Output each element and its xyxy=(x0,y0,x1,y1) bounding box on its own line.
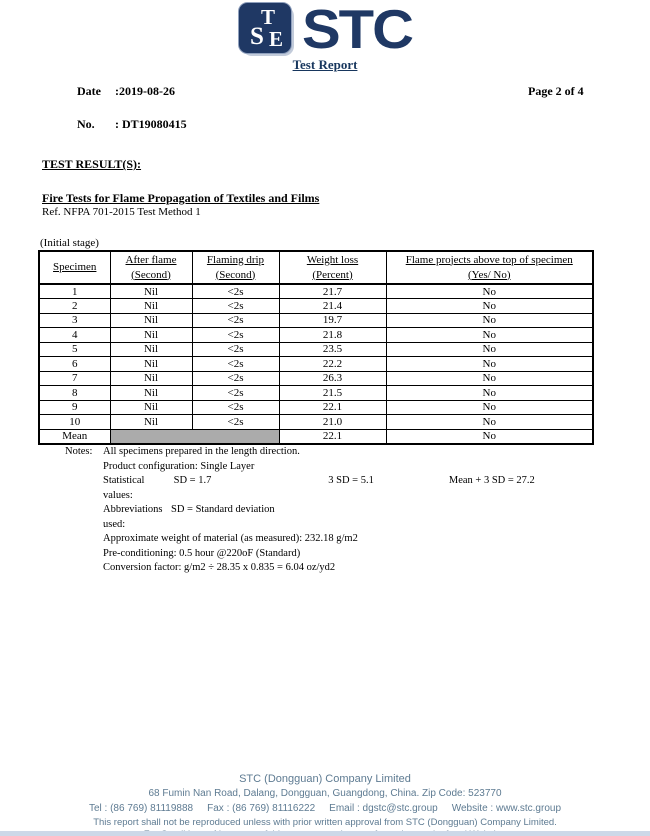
table-cell: No xyxy=(386,342,593,357)
table-cell: 22.1 xyxy=(279,429,386,444)
abbr-value: SD = Standard deviation xyxy=(171,504,275,515)
table-cell: No xyxy=(386,357,593,372)
date-label: Date xyxy=(77,84,101,98)
header-line: Flaming drip xyxy=(206,253,265,266)
table-cell: 23.5 xyxy=(279,342,386,357)
table-cell: No xyxy=(386,328,593,343)
table-cell: 7 xyxy=(39,371,110,386)
table-row xyxy=(39,342,593,357)
table-row xyxy=(39,400,593,415)
header-line: (Second) xyxy=(131,268,171,281)
stat-sd: SD = 1.7 xyxy=(173,475,212,486)
table-row xyxy=(39,386,593,401)
footer-email: Email : dgstc@stc.group xyxy=(329,803,438,814)
abbr-label xyxy=(103,503,171,532)
table-cell: Nil xyxy=(110,284,192,299)
table-row xyxy=(39,371,593,386)
report-no-label: No. xyxy=(77,117,95,131)
table-row xyxy=(39,357,593,372)
date-value: :2019-08-26 xyxy=(115,84,175,98)
table-cell: Nil xyxy=(110,313,192,328)
test-method-title: Fire Tests for Flame Propagation of Textiles and Films xyxy=(42,191,320,205)
stat-mean: Mean + 3 SD = 27.2 xyxy=(448,475,535,486)
report-no-value: : DT19080415 xyxy=(115,117,187,131)
header-logo-row xyxy=(0,0,650,60)
brand-wordmark: STC xyxy=(302,0,412,60)
table-row xyxy=(39,299,593,314)
header-cell-after-flame xyxy=(110,251,192,284)
footer-disclaimer-1: This report shall not be reproduced unless with prior written approval from STC (Dongguan) Company Limited. xyxy=(93,817,557,828)
note-line: Pre-conditioning: 0.5 hour @220oF (Standard) xyxy=(103,547,301,559)
table-cell: <2s xyxy=(192,328,279,343)
report-no-row xyxy=(77,117,187,132)
report-date-row xyxy=(77,84,175,99)
table-cell: Nil xyxy=(110,415,192,430)
note-abbreviations xyxy=(103,503,600,532)
table-cell-shaded xyxy=(192,429,279,444)
note-line: Approximate weight of material (as measured): 232.18 g/m2 xyxy=(103,533,358,544)
header-cell-weight-loss xyxy=(279,251,386,284)
table-cell: 3 xyxy=(39,313,110,328)
table-cell: <2s xyxy=(192,400,279,415)
section-title: TEST RESULT(S): xyxy=(42,157,142,171)
header-line: (Percent) xyxy=(312,268,353,281)
abbr-label-line: Abbreviations xyxy=(103,504,163,515)
stc-logo-icon xyxy=(238,2,295,57)
table-cell: Nil xyxy=(110,328,192,343)
table-cell: 19.7 xyxy=(279,313,386,328)
header-line: After flame xyxy=(125,253,177,266)
header-line: (Yes/ No) xyxy=(467,268,511,281)
logo-letter-e: E xyxy=(268,27,284,51)
table-header-row xyxy=(39,251,593,284)
table-cell: 21.8 xyxy=(279,328,386,343)
table-cell: No xyxy=(386,299,593,314)
table-cell: 8 xyxy=(39,386,110,401)
stat-label: Statistical values: xyxy=(103,475,145,501)
table-cell: No xyxy=(386,371,593,386)
header-line: Flame projects above top of specimen xyxy=(405,253,573,266)
table-cell: No xyxy=(386,429,593,444)
table-cell: 22.2 xyxy=(279,357,386,372)
notes-label: Notes: xyxy=(65,446,93,457)
header-line: Specimen xyxy=(53,261,97,273)
table-cell: Nil xyxy=(110,357,192,372)
table-cell: Nil xyxy=(110,299,192,314)
table-cell: 21.0 xyxy=(279,415,386,430)
table-cell: No xyxy=(386,415,593,430)
page-number: Page 2 of 4 xyxy=(528,84,584,98)
table-row xyxy=(39,328,593,343)
table-cell: 21.7 xyxy=(279,284,386,299)
logo-letter-s: S xyxy=(250,23,264,50)
header-cell-specimen xyxy=(39,251,110,284)
table-cell: No xyxy=(386,386,593,401)
table-cell: 22.1 xyxy=(279,400,386,415)
footer-company: STC (Dongguan) Company Limited xyxy=(239,773,411,785)
table-cell-shaded xyxy=(110,429,192,444)
footer-website: Website : www.stc.group xyxy=(451,803,562,814)
footer-contact-row xyxy=(0,803,650,814)
table-cell: <2s xyxy=(192,386,279,401)
header-cell-flaming-drip xyxy=(192,251,279,284)
table-cell: <2s xyxy=(192,357,279,372)
table-cell: 5 xyxy=(39,342,110,357)
table-cell: <2s xyxy=(192,313,279,328)
table-cell: 21.4 xyxy=(279,299,386,314)
table-row xyxy=(39,284,593,299)
table-cell: Nil xyxy=(110,386,192,401)
stage-label: (Initial stage) xyxy=(40,237,99,249)
table-cell: <2s xyxy=(192,342,279,357)
table-row xyxy=(39,313,593,328)
logo-letter-t: T xyxy=(260,5,276,29)
footer-tel: Tel : (86 769) 81119888 xyxy=(88,803,194,814)
table-cell: <2s xyxy=(192,284,279,299)
table-cell: Mean xyxy=(39,429,110,444)
table-cell: 26.3 xyxy=(279,371,386,386)
table-cell: Nil xyxy=(110,400,192,415)
table-cell: <2s xyxy=(192,415,279,430)
note-statistical-values xyxy=(103,474,600,503)
table-cell: Nil xyxy=(110,371,192,386)
note-line: All specimens prepared in the length direction. xyxy=(103,446,300,457)
table-cell: No xyxy=(386,284,593,299)
header-line: Weight loss xyxy=(306,253,359,266)
table-cell: 6 xyxy=(39,357,110,372)
notes-body xyxy=(103,445,600,576)
window-edge-strip xyxy=(0,831,650,836)
header-cell-flame-projects xyxy=(386,251,593,284)
table-cell: Nil xyxy=(110,342,192,357)
table-cell: 10 xyxy=(39,415,110,430)
test-method-ref: Ref. NFPA 701-2015 Test Method 1 xyxy=(42,206,201,218)
table-cell: 9 xyxy=(39,400,110,415)
table-cell: No xyxy=(386,400,593,415)
header-line: (Second) xyxy=(215,268,256,281)
table-cell: 2 xyxy=(39,299,110,314)
table-cell: 4 xyxy=(39,328,110,343)
table-cell: <2s xyxy=(192,299,279,314)
table-cell: <2s xyxy=(192,371,279,386)
table-cell: No xyxy=(386,313,593,328)
footer-fax: Fax : (86 769) 81116222 xyxy=(207,803,316,814)
stat-3sd: 3 SD = 5.1 xyxy=(328,475,374,486)
note-line: Product configuration: Single Layer xyxy=(103,460,255,472)
table-row-mean xyxy=(39,429,593,444)
abbr-label-line: used: xyxy=(103,518,126,530)
table-cell: 1 xyxy=(39,284,110,299)
note-line: Conversion factor: g/m2 ÷ 28.35 x 0.835 = 6.04 oz/yd2 xyxy=(103,562,336,573)
results-table xyxy=(38,250,594,445)
table-cell: 21.5 xyxy=(279,386,386,401)
table-row xyxy=(39,415,593,430)
report-type-title: Test Report xyxy=(292,57,358,72)
footer-address: 68 Fumin Nan Road, Dalang, Dongguan, Guangdong, China. Zip Code: 523770 xyxy=(148,788,502,799)
notes-section xyxy=(65,445,600,576)
